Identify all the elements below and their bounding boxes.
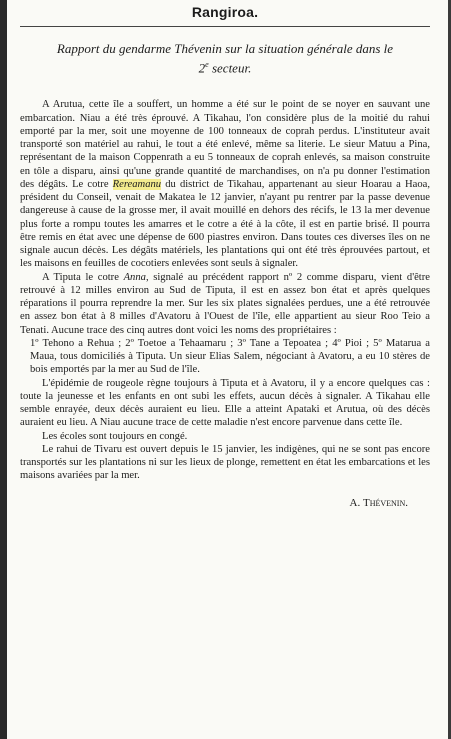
subtitle-line1: Rapport du gendarme Thévenin sur la situation générale dans le bbox=[56, 41, 394, 56]
subtitle-line2: secteur. bbox=[208, 60, 252, 76]
paragraph-tiputa bbox=[20, 271, 430, 337]
page-title: Rangiroa. bbox=[191, 4, 259, 20]
title-divider bbox=[20, 26, 430, 27]
paragraph-rahui: Le rahui de Tivaru est ouvert depuis le 15 janvier, les indigènes, qui ne se sont pas encore transportés sur les plantations ni sur les lieux de plonge, remettent en état les embarcations et les maisons avariées par la mer. bbox=[20, 443, 430, 482]
ship-name-anna: Anna bbox=[123, 271, 146, 283]
signature-name: Thévenin. bbox=[362, 496, 408, 509]
paragraph-arutua-text-b: du district de Tikahau, appartenant au sieur Hoarau a Haoa, président du Conseil, venait de Makatea le 12 janvier, n'ayant pu rentrer par la passe devenue dangereuse à cause de la grosse mer, il avait mouillé en dehors des récifs, le 13 la mer devenue plus forte a rompu toutes les amarres et le cotre a été à la côte, il est en partie brisé. Il pourra être remis en état avec une dépense de 600 piastres environ. Dans toutes ces diverses îles on ne signale aucun décès. Les dégâts matériels, les plantations qui ont été très éprouvées partout, et les maisons en feuilles de cocotiers enlevées sont seuls à signaler. bbox=[20, 178, 430, 270]
paragraph-epidemic: L'épidémie de rougeole règne toujours à Tiputa et à Avatoru, il y a encore quelques cas : toute la jeunesse et les enfants en ont subi les effets, aucun décès à signaler. A Tikahau elle semble enrayée, deux décès auraient eu lieu. Elle a atteint Apataki et Arutua, où des décès auraient eu lieu. A Niau aucune trace de cette maladie n'est encore parvenue dans cette île. bbox=[20, 377, 430, 429]
signature-initial: A. bbox=[349, 496, 363, 509]
paragraph-arutua bbox=[20, 98, 430, 270]
owners-list: 1º Tehono a Rehua ; 2º Toetoe a Tehaamaru ; 3º Tane a Tepoatea ; 4º Pioi ; 5º Matarua a Maua, tous domiciliés à Tiputa. Un sieur Elias Salem, négociant à Avatoru, a eu 10 stères de bois emportés par la mer au Sud de l'île. bbox=[30, 337, 430, 376]
paragraph-arutua-text-a: A Arutua, cette île a souffert, un homme a été sur le point de se noyer en sauvant une embarcation. Niau a été très éprouvé. A Tikahau, l'on considère plus de la moitié du rahui emporté par la mer, soit une moyenne de 100 tonneaux de coprah perdus. L'instituteur avait transporté son matériel au rahui, le tout a été enlevé, même sa literie. Le sieur Matuu a Pina, représentant de la maison Coppenrath a eu 5 tonneaux de coprah enlevés, sa maison construite en tôle a disparu, ainsi qu'une grande quantité de marchandises, on n'a pu donner l'estimation des dégâts. Le cotre bbox=[20, 99, 430, 190]
left-border-rule bbox=[0, 0, 7, 739]
paragraph-tiputa-text-b: , signalé au précédent rapport nº 2 comme disparu, vient d'être retrouvé à 12 milles environ au Sud de Tiputa, il est en assez bon état et après quelques réparations il pourra reprendre la mer. Sur les six plates signalées perdues, une a été retrouvée en assez bon état à 8 milles d'Avatoru à l'Ouest de l'île, elle appartient au sieur Roo Teio a Tenati. Aucune trace des cinq autres dont voici les noms des propriétaires : bbox=[20, 271, 430, 336]
article-column bbox=[20, 0, 430, 509]
signature bbox=[20, 497, 430, 509]
paragraph-schools: Les écoles sont toujours en congé. bbox=[42, 430, 188, 442]
paragraph-tiputa-text-a: A Tiputa le cotre bbox=[42, 271, 124, 283]
subtitle-sector-number: 2 bbox=[198, 60, 206, 76]
highlighted-ship-name: Rereamanu bbox=[112, 178, 162, 190]
report-subtitle bbox=[26, 41, 424, 76]
subtitle-sector-sup: e bbox=[205, 60, 209, 69]
